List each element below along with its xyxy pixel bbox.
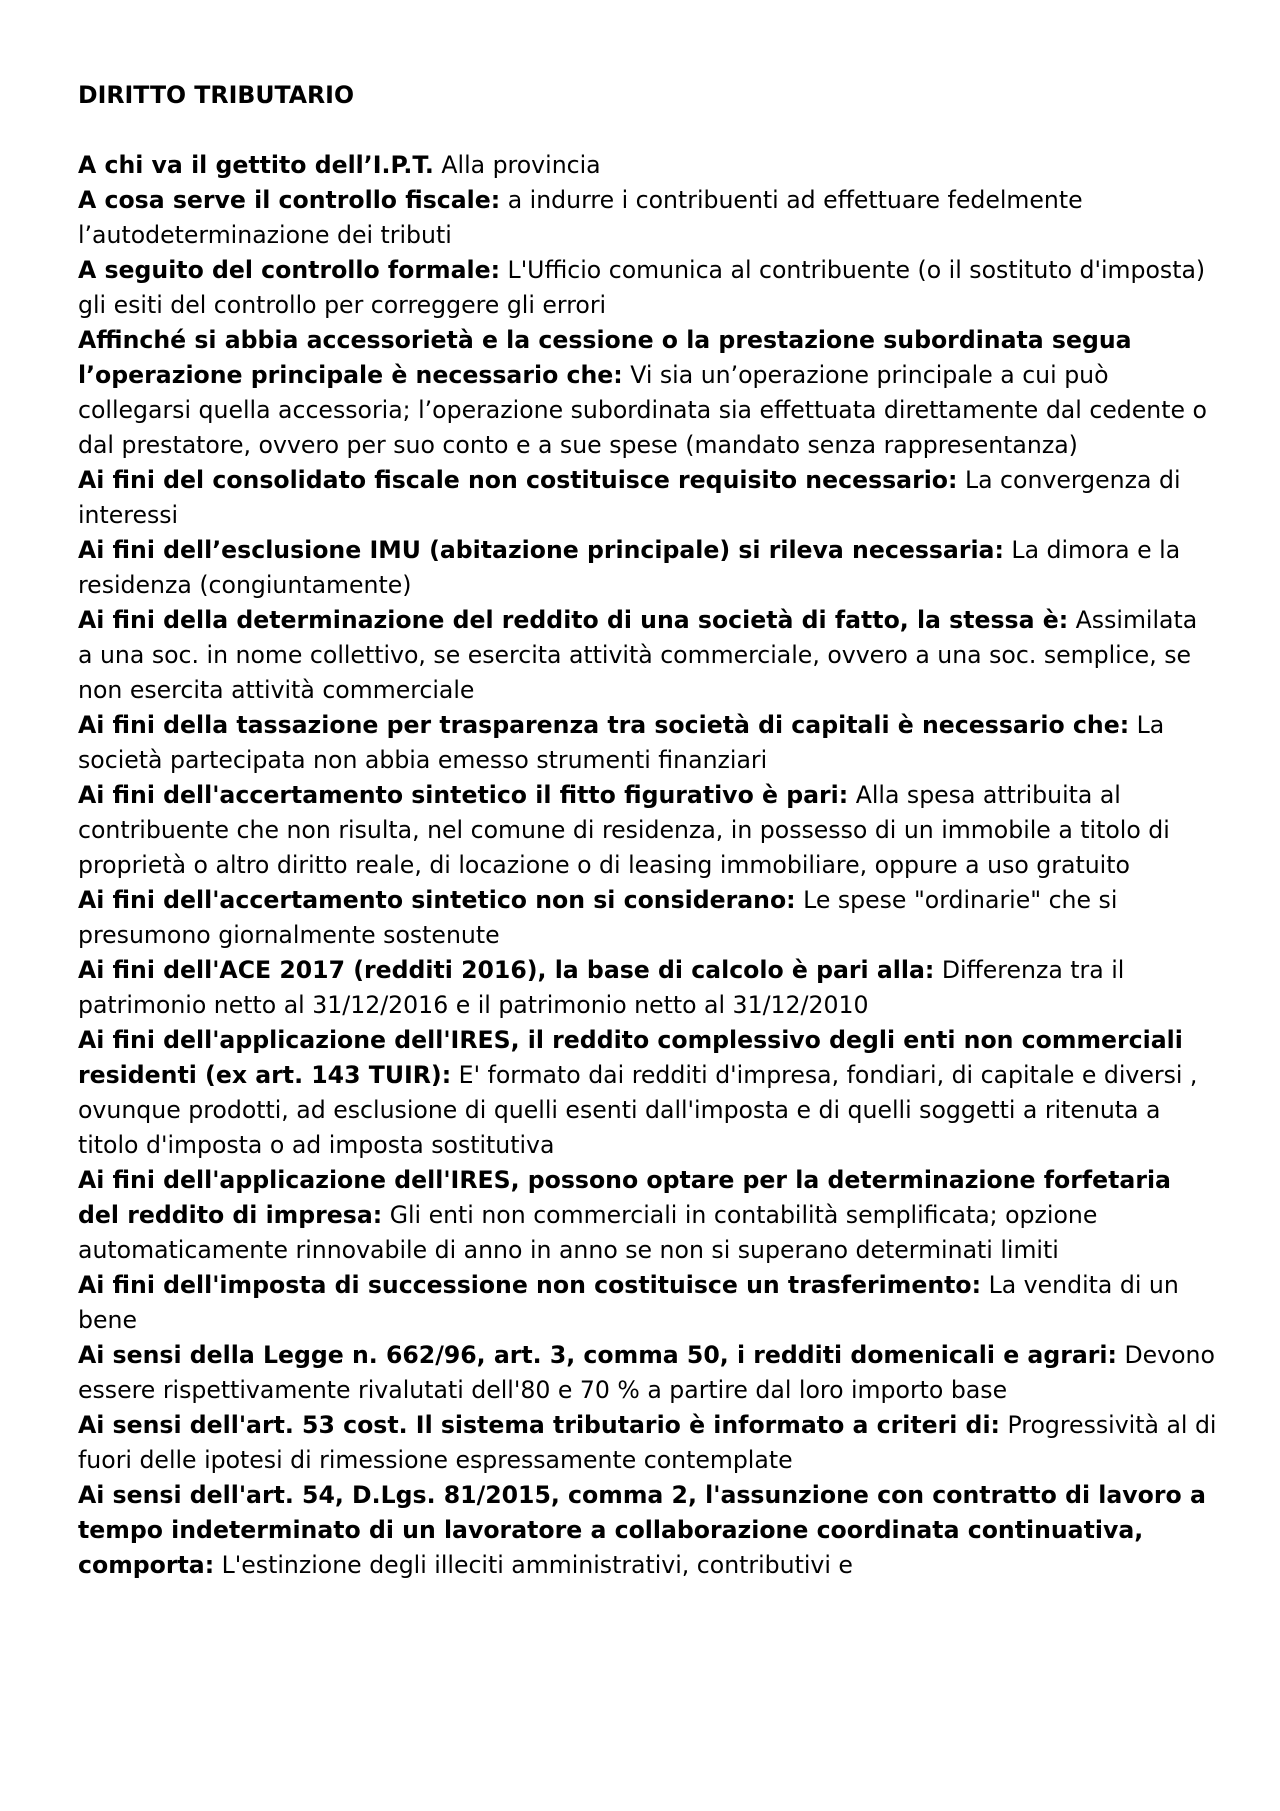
- entry-question: Ai fini della tassazione per trasparenza tra società di capitali è necessario che:: [78, 711, 1130, 739]
- entry-answer: La società partecipata non abbia emesso strumenti finanziari: [78, 711, 1165, 774]
- entry-answer: Le spese "ordinarie" che si presumono giornalmente sostenute: [78, 886, 1118, 949]
- qa-entry: [78, 253, 1218, 323]
- qa-entry: [78, 778, 1218, 883]
- entry-question: A cosa serve il controllo fiscale:: [78, 186, 501, 214]
- qa-entry: [78, 1023, 1218, 1163]
- qa-entry: [78, 1338, 1218, 1408]
- entry-question: Ai fini dell'accertamento sintetico non si considerano:: [78, 886, 796, 914]
- entry-answer: a indurre i contribuenti ad effettuare fedelmente l’autodeterminazione dei tributi: [78, 186, 1083, 249]
- entry-question: Ai fini dell’esclusione IMU (abitazione principale) si rileva necessaria:: [78, 536, 1004, 564]
- entry-question: Ai sensi della Legge n. 662/96, art. 3, comma 50, i redditi domenicali e agrari:: [78, 1341, 1117, 1369]
- document-title: DIRITTO TRIBUTARIO: [78, 81, 355, 109]
- entry-answer: La convergenza di interessi: [78, 466, 1181, 529]
- qa-entry: [78, 183, 1218, 253]
- entry-question: Ai sensi dell'art. 54, D.Lgs. 81/2015, comma 2, l'assunzione con contratto di lavoro a tempo indeterminato di un lavoratore a collaborazione coordinata continuativa, comporta:: [78, 1481, 1206, 1579]
- document-page: [78, 78, 1218, 1583]
- entry-answer: Assimilata a una soc. in nome collettivo, se esercita attività commerciale, ovvero a una soc. semplice, se non esercita attività commerciale: [78, 606, 1198, 704]
- entry-question: Ai fini dell'imposta di successione non costituisce un trasferimento:: [78, 1271, 982, 1299]
- qa-entry: [78, 148, 1218, 183]
- entry-question: Ai sensi dell'art. 53 cost. Il sistema tributario è informato a criteri di:: [78, 1411, 1000, 1439]
- entry-question: Ai fini dell'ACE 2017 (redditi 2016), la base di calcolo è pari alla:: [78, 956, 935, 984]
- qa-entry: [78, 1268, 1218, 1338]
- entry-answer: Vi sia un’operazione principale a cui può collegarsi quella accessoria; l’operazione subordinata sia effettuata direttamente dal cedente o dal prestatore, ovvero per suo conto e a sue spese (mandato senza rappresentanza): [78, 361, 1207, 459]
- qa-entry: [78, 1163, 1218, 1268]
- entry-question: A chi va il gettito dell’I.P.T.: [78, 151, 434, 179]
- entry-question: Ai fini del consolidato fiscale non costituisce requisito necessario:: [78, 466, 958, 494]
- entry-answer: Gli enti non commerciali in contabilità semplificata; opzione automaticamente rinnovabile di anno in anno se non si superano determinati limiti: [78, 1201, 1098, 1264]
- entry-question: Ai fini dell'applicazione dell'IRES, il reddito complessivo degli enti non commerciali residenti (ex art. 143 TUIR):: [78, 1026, 1183, 1089]
- entry-answer: E' formato dai redditi d'impresa, fondiari, di capitale e diversi , ovunque prodotti, ad esclusione di quelli esenti dall'imposta e di quelli soggetti a ritenuta a titolo d'imposta o ad imposta sostitutiva: [78, 1061, 1198, 1159]
- entry-question: Ai fini dell'accertamento sintetico il fitto figurativo è pari:: [78, 781, 849, 809]
- qa-entry: [78, 1478, 1218, 1583]
- qa-entry: [78, 708, 1218, 778]
- qa-entry: [78, 533, 1218, 603]
- qa-entry: [78, 953, 1218, 1023]
- qa-entry: [78, 1408, 1218, 1478]
- entry-question: Ai fini dell'applicazione dell'IRES, possono optare per la determinazione forfetaria del reddito di impresa:: [78, 1166, 1171, 1229]
- entry-answer: L'Ufficio comunica al contribuente (o il sostituto d'imposta) gli esiti del controllo per correggere gli errori: [78, 256, 1206, 319]
- entry-question: A seguito del controllo formale:: [78, 256, 501, 284]
- entry-answer: Alla provincia: [441, 151, 601, 179]
- entry-answer: La vendita di un bene: [78, 1271, 1179, 1334]
- qa-entry: [78, 883, 1218, 953]
- entry-question: Affinché si abbia accessorietà e la cessione o la prestazione subordinata segua l’operazione principale è necessario che:: [78, 326, 1132, 389]
- qa-entry: [78, 463, 1218, 533]
- entry-answer: Progressività al di fuori delle ipotesi di rimessione espressamente contemplate: [78, 1411, 1217, 1474]
- entry-answer: Devono essere rispettivamente rivalutati dell'80 e 70 % a partire dal loro importo base: [78, 1341, 1215, 1404]
- entry-answer: Alla spesa attribuita al contribuente che non risulta, nel comune di residenza, in possesso di un immobile a titolo di proprietà o altro diritto reale, di locazione o di leasing immobiliare, oppure a uso gratuito: [78, 781, 1170, 879]
- entry-answer: L'estinzione degli illeciti amministrativi, contributivi e: [221, 1551, 853, 1579]
- entry-answer: La dimora e la residenza (congiuntamente): [78, 536, 1181, 599]
- qa-entry: [78, 323, 1218, 463]
- entry-question: Ai fini della determinazione del reddito di una società di fatto, la stessa è:: [78, 606, 1069, 634]
- entry-answer: Differenza tra il patrimonio netto al 31/12/2016 e il patrimonio netto al 31/12/2010: [78, 956, 1125, 1019]
- qa-entry: [78, 603, 1218, 708]
